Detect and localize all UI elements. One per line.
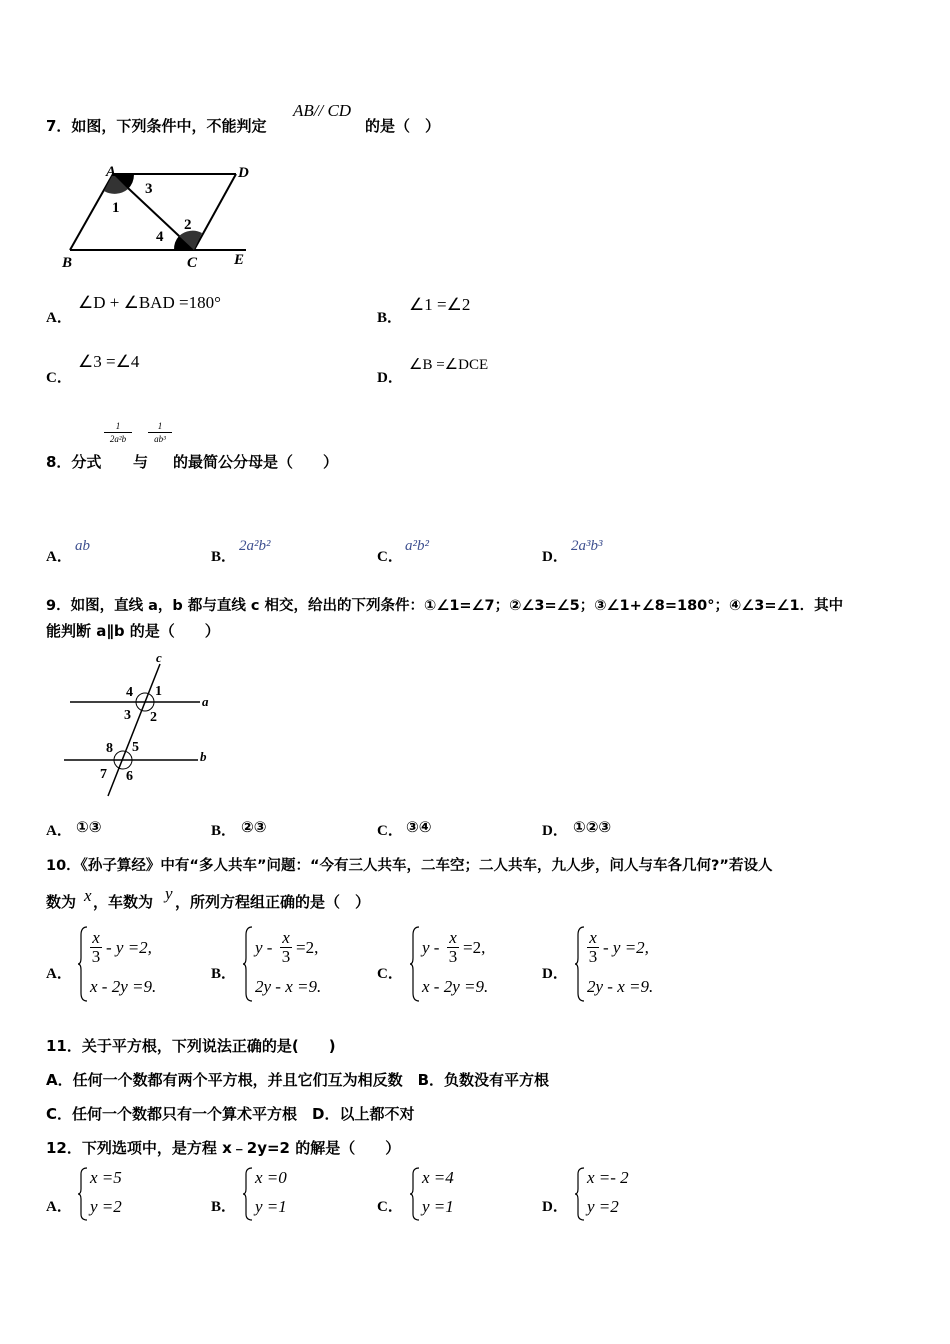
q8-option-c-letter: C． (377, 549, 403, 565)
q9-option-a-letter: A． (46, 823, 72, 839)
q10-stem-line1: 10．《孙子算经》中有“多人共车”问题：“今有三人共车，二车空；二人共车，九人步，问人与车各几何?”若设人 (46, 858, 773, 874)
q7-stem-suffix: 的是（ ） (365, 117, 441, 135)
q10-option-d-frac-den: 3 (588, 947, 598, 966)
q10-var-x: x (84, 886, 92, 905)
q12-option-c-letter: C． (377, 1199, 403, 1215)
q8-option-a-letter: A． (46, 549, 72, 565)
q9-option-d-letter: D． (542, 823, 568, 839)
q10-var-y: y (165, 884, 173, 903)
q7-label-1: 1 (112, 200, 120, 216)
q12-option-b-brace (243, 1166, 253, 1222)
q7-stem-prefix: 7．如图，下列条件中，不能判定 (46, 117, 267, 135)
q10-option-d-system (575, 925, 685, 1003)
q10-option-a-row1-post: - y =2, (106, 938, 152, 957)
q10-option-a-frac-num: x (92, 928, 100, 947)
q10-option-c-frac-den: 3 (448, 947, 458, 966)
q10-option-d-letter: D． (542, 966, 568, 982)
q7-label-3: 3 (145, 181, 153, 197)
q9-label-2: 2 (150, 710, 157, 725)
q10-option-b-row1-pre: y - (255, 938, 273, 957)
q9-label-6: 6 (126, 769, 133, 784)
q10-option-c-row2: x - 2y =9. (422, 977, 489, 996)
q10-option-c-row1-post: =2, (463, 938, 486, 957)
q12-option-a-brace (78, 1166, 88, 1222)
q7-option-d-letter: D． (377, 370, 403, 386)
q10-stem-line2-suffix: ，所列方程组正确的是（ ） (175, 893, 371, 911)
q12-option-b-system (243, 1166, 343, 1222)
q10-option-b-frac-den: 3 (281, 947, 291, 966)
q10-option-a-system (78, 925, 188, 1003)
q9-label-c: c (156, 650, 162, 665)
q10-option-a-brace (78, 925, 88, 1003)
q9-option-a-text: ①③ (76, 818, 102, 836)
q9-label-b: b (200, 749, 207, 764)
q12-option-b-letter: B． (211, 1199, 237, 1215)
q7-option-a-letter: A． (46, 310, 72, 326)
q10-stem-line2-prefix: 数为 (46, 893, 77, 911)
q7-line-CD (194, 174, 236, 250)
q10-option-c-brace (410, 925, 420, 1003)
q8-fraction-1-numerator: 1 (115, 421, 121, 431)
q10-option-b-row2: 2y - x =9. (255, 977, 322, 996)
q7-label-C: C (187, 255, 198, 271)
q12-option-d-row1: x =- 2 (587, 1168, 629, 1187)
q8-stem-prefix: 8．分式 (46, 453, 102, 471)
q7-stem-math: AB// CD (293, 101, 352, 120)
q12-option-a-system (78, 1166, 178, 1222)
q10-option-d-frac-num: x (589, 928, 597, 947)
q7-parallelogram-figure (58, 160, 258, 272)
q9-label-1: 1 (155, 684, 162, 699)
q12-option-d-system (575, 1166, 675, 1222)
q10-option-c-row1-pre: y - (422, 938, 440, 957)
q8-option-b-letter: B． (211, 549, 237, 565)
q7-option-b-letter: B． (377, 310, 403, 326)
q9-label-8: 8 (106, 741, 113, 756)
q9-stem-line2: 能判断 a∥b 的是（ ） (46, 622, 220, 640)
q7-label-A: A (106, 164, 117, 180)
q12-option-b-row2: y =1 (255, 1197, 287, 1216)
q7-label-4: 4 (156, 229, 164, 245)
q8-fraction-2 (148, 421, 172, 444)
q7-line-AB (70, 174, 113, 250)
q8-fraction-2-numerator: 1 (157, 421, 163, 431)
q10-option-d-brace (575, 925, 585, 1003)
q11-options-line1: A．任何一个数都有两个平方根，并且它们互为相反数 B．负数没有平方根 (46, 1071, 550, 1089)
q9-line-c (108, 664, 160, 796)
q11-stem: 11．关于平方根，下列说法正确的是( ) (46, 1037, 336, 1055)
q9-stem-line1: 9．如图，直线 a，b 都与直线 c 相交，给出的下列条件：①∠1=∠7；②∠3=∠5；③∠1+∠8=180°；④∠3=∠1．其中 (46, 598, 844, 614)
q12-option-c-row1: x =4 (422, 1168, 454, 1187)
q10-option-c-system (410, 925, 520, 1003)
q7-option-c-text: ∠3 =∠4 (78, 352, 140, 371)
q12-option-c-system (410, 1166, 510, 1222)
q8-stem-mid: 与 (133, 453, 149, 471)
q10-option-d-row1-post: - y =2, (603, 938, 649, 957)
q7-stem (46, 115, 266, 136)
q8-fraction-2-denominator: ab³ (154, 434, 166, 444)
q10-option-d-row2: 2y - x =9. (587, 977, 654, 996)
q8-option-d-text: 2a³b³ (571, 538, 603, 554)
q11-options-line2: C．任何一个数都只有一个算术平方根 D．以上都不对 (46, 1105, 415, 1123)
q7-option-c-letter: C． (46, 370, 72, 386)
q10-option-a-row2: x - 2y =9. (90, 977, 157, 996)
q8-option-b-text: 2a²b² (239, 538, 271, 554)
q7-label-B: B (62, 255, 73, 271)
q10-option-a-letter: A． (46, 966, 72, 982)
q12-option-c-row2: y =1 (422, 1197, 454, 1216)
q8-fraction-1-denominator: 2a²b (109, 434, 127, 444)
q9-label-3: 3 (124, 708, 131, 723)
q9-option-d-text: ①②③ (573, 818, 612, 836)
q9-label-5: 5 (132, 740, 139, 755)
q8-option-a-text: ab (75, 538, 90, 554)
q12-option-a-row2: y =2 (90, 1197, 122, 1216)
q7-label-E: E (234, 252, 245, 268)
q10-option-b-brace (243, 925, 253, 1003)
q12-option-a-letter: A． (46, 1199, 72, 1215)
q7-label-D: D (238, 165, 249, 181)
q9-option-b-letter: B． (211, 823, 237, 839)
q9-option-b-text: ②③ (241, 818, 267, 836)
q7-label-2: 2 (184, 217, 192, 233)
q10-option-b-system (243, 925, 353, 1003)
q10-option-c-letter: C． (377, 966, 403, 982)
q9-label-4: 4 (126, 685, 133, 700)
q12-stem: 12．下列选项中，是方程 x﹣2y=2 的解是（ ） (46, 1139, 401, 1157)
q9-option-c-letter: C． (377, 823, 403, 839)
q12-option-d-row2: y =2 (587, 1197, 619, 1216)
q12-option-c-brace (410, 1166, 420, 1222)
q12-option-d-letter: D． (542, 1199, 568, 1215)
q9-label-7: 7 (100, 767, 107, 782)
q9-label-a: a (202, 694, 209, 709)
q12-option-b-row1: x =0 (255, 1168, 287, 1187)
q8-stem-suffix: 的最简公分母是（ ） (173, 453, 339, 471)
q10-option-b-letter: B． (211, 966, 237, 982)
q7-option-a-text: ∠D + ∠BAD =180° (78, 293, 221, 312)
q7-option-b-text: ∠1 =∠2 (409, 295, 471, 314)
q9-parallel-lines-figure (60, 650, 220, 800)
q7-option-d-text: ∠B =∠DCE (409, 357, 489, 373)
q10-option-a-frac-den: 3 (91, 947, 101, 966)
q8-option-d-letter: D． (542, 549, 568, 565)
q8-option-c-text: a²b² (405, 538, 429, 554)
q8-fraction-1 (104, 421, 132, 444)
q10-option-b-frac-num: x (282, 928, 290, 947)
q9-option-c-text: ③④ (406, 818, 432, 836)
q12-option-d-brace (575, 1166, 585, 1222)
q10-option-b-row1-post: =2, (296, 938, 319, 957)
q10-option-c-frac-num: x (449, 928, 457, 947)
q12-option-a-row1: x =5 (90, 1168, 122, 1187)
q10-stem-line2-mid: ，车数为 (93, 893, 154, 911)
